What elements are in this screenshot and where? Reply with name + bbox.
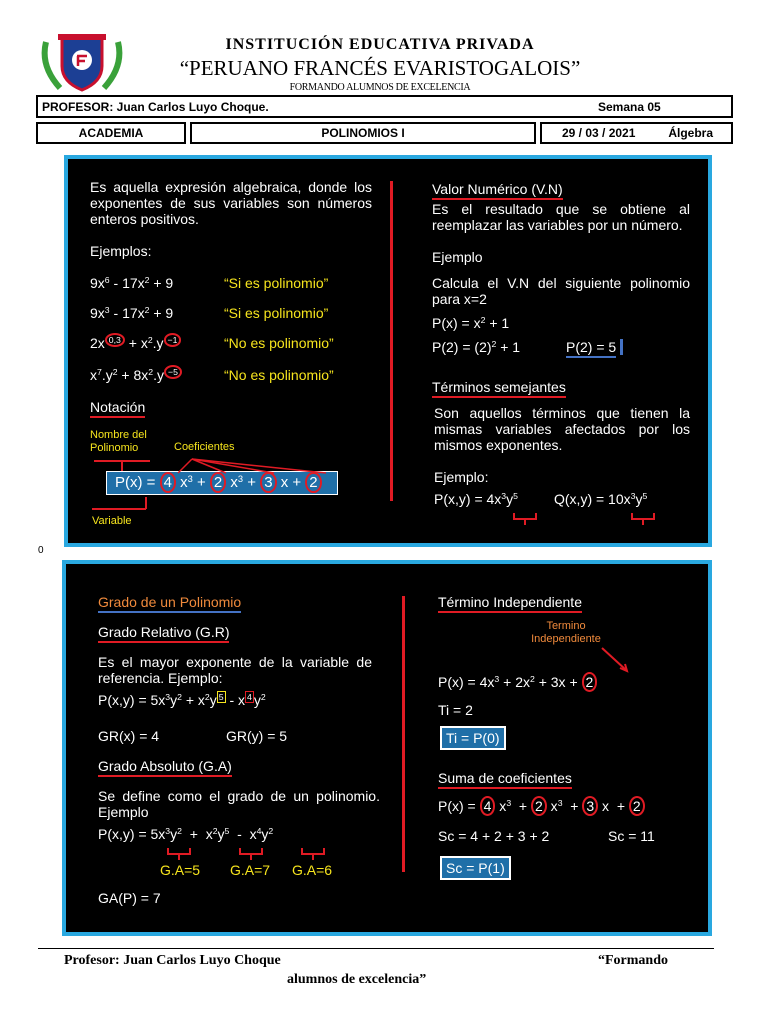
example-3-verdict: “No es polinomio” [224,335,334,351]
notation-arrows [88,449,348,513]
academy-label: ACADEMIA [78,126,144,140]
ts-title: Términos semejantes [432,379,566,398]
sc-result: Sc = 11 [608,828,655,844]
vn-example-label: Ejemplo [432,249,483,265]
example-1-verdict: “Si es polinomio” [224,275,329,291]
ga-value-3: G.A=6 [292,862,333,878]
example-4-verdict: “No es polinomio” [224,367,334,383]
notation-title: Notación [90,399,145,418]
footer-divider [38,948,714,949]
sc-sum: Sc = 4 + 2 + 3 + 2 [438,828,550,844]
ti-title: Término Independiente [438,594,582,613]
board-grados [62,560,712,936]
ti-label: Termino Independiente [531,620,601,645]
ga-brackets [156,846,336,862]
school-name: “PERUANO FRANCÉS EVARISTOGALOIS” [179,56,581,80]
professor-line: PROFESOR: Juan Carlos Luyo Choque. [42,100,269,114]
gr-y: GR(y) = 5 [226,728,288,744]
gr-x: GR(x) = 4 [98,728,160,744]
ti-polynomial: $P(x) = 4x^3 + 2x^2 + 3x + 2$ [438,674,597,690]
ga-polynomial-result: GA(P) = 7 [98,890,161,906]
vn-task: Calcula el V.N del siguiente polinomio para x=2 [432,275,690,307]
vn-definition: Es el resultado que se obtiene al reemplazar las variables por un número. [432,201,690,233]
vn-result: P(2) = 5 [566,339,616,358]
vn-title: Valor Numérico (V.N) [432,181,563,200]
sc-polynomial: P(x) = 4 $x^3 + 2$ $x^3 + 3$ x + 2 [438,798,645,814]
ts-term-q: $Q(x,y) = 10x^3y^5$ [554,491,648,507]
footer-professor: Profesor: Juan Carlos Luyo Choque [64,953,281,968]
professor-box [36,95,733,118]
ts-definition: Son aquellos términos que tienen la mismas variables afectados por los mismos exponentes. [434,405,690,453]
vn-polynomial: $P(x) = x^2 + 1$ [432,315,510,331]
topic-label: POLINOMIOS I [321,126,405,140]
ts-term-p: $P(x,y) = 4x^3y^5$ [434,491,518,507]
institution-name: INSTITUCIÓN EDUCATIVA PRIVADA [225,36,535,53]
board-divider [390,181,393,501]
gr-polynomial: $P(x,y) = 5x^3y^2 + x^2y$ $^5$ - x $^4$ $y^2$ [98,692,266,708]
school-logo [38,32,126,94]
sc-formula: Sc = P(1) [440,856,511,880]
ga-polynomial: $P(x,y) = 5x^3y^2 + x^2y^5 - x^4y^2$ [98,826,274,842]
definition-text: Es aquella expresión algebraica, donde los exponentes de sus variables son números enteros positivos. [90,179,372,227]
example-2: $9x^3 - 17x^2 + 9$ [90,305,174,321]
sc-title: Suma de coeficientes [438,770,572,789]
variable-label: Variable [92,515,132,527]
week-label: Semana 05 [598,100,661,114]
coefficients-label: Coeficientes [174,441,235,453]
notation-polynomial: P(x) = 4 $x^3 + 2$ $x^3 + 3$ x + 2 [115,475,322,491]
examples-label: Ejemplos: [90,243,152,259]
page-mark: 0 [38,545,44,556]
ga-value-2: G.A=7 [230,862,271,878]
vn-substitution: $P(2) = (2)^2 + 1$ [432,339,521,355]
ts-example-label: Ejemplo: [434,469,489,485]
board-divider [402,596,405,872]
academy-cell [36,122,186,144]
board-polinomios [64,155,712,547]
grado-title: Grado de un Polinomio [98,594,241,613]
subject-label: Álgebra [668,126,713,140]
ti-formula: Ti = P(0) [440,726,506,750]
example-1: $9x^6 - 17x^2 + 9$ [90,275,174,291]
topic-cell [190,122,536,144]
example-2-verdict: “Si es polinomio” [224,305,329,321]
footer-motto-start: “Formando [598,953,668,968]
date-label: 29 / 03 / 2021 [562,126,636,140]
gr-definition: Es el mayor exponente de la variable de referencia. Ejemplo: [98,654,372,686]
ga-value-1: G.A=5 [160,862,201,878]
ti-arrow [596,646,636,674]
date-cell [540,122,733,144]
footer-motto-end: alumnos de excelencia” [287,972,427,987]
example-3: 2x $^{0,3} + x^2.y$ $^{-1}$ [90,335,181,351]
poly-name-label: Nombre del Polinomio [90,429,147,454]
gr-title: Grado Relativo (G.R) [98,624,229,643]
school-motto: FORMANDO ALUMNOS DE EXCELENCIA [289,82,471,93]
ga-definition: Se define como el grado de un polinomio. Ejemplo [98,788,380,820]
ga-title: Grado Absoluto (G.A) [98,758,232,777]
ti-value: Ti = 2 [438,702,473,718]
example-4: $x^7.y^2 + 8x^2.y$ $^{-5}$ [90,367,182,383]
ts-brackets [508,511,688,527]
